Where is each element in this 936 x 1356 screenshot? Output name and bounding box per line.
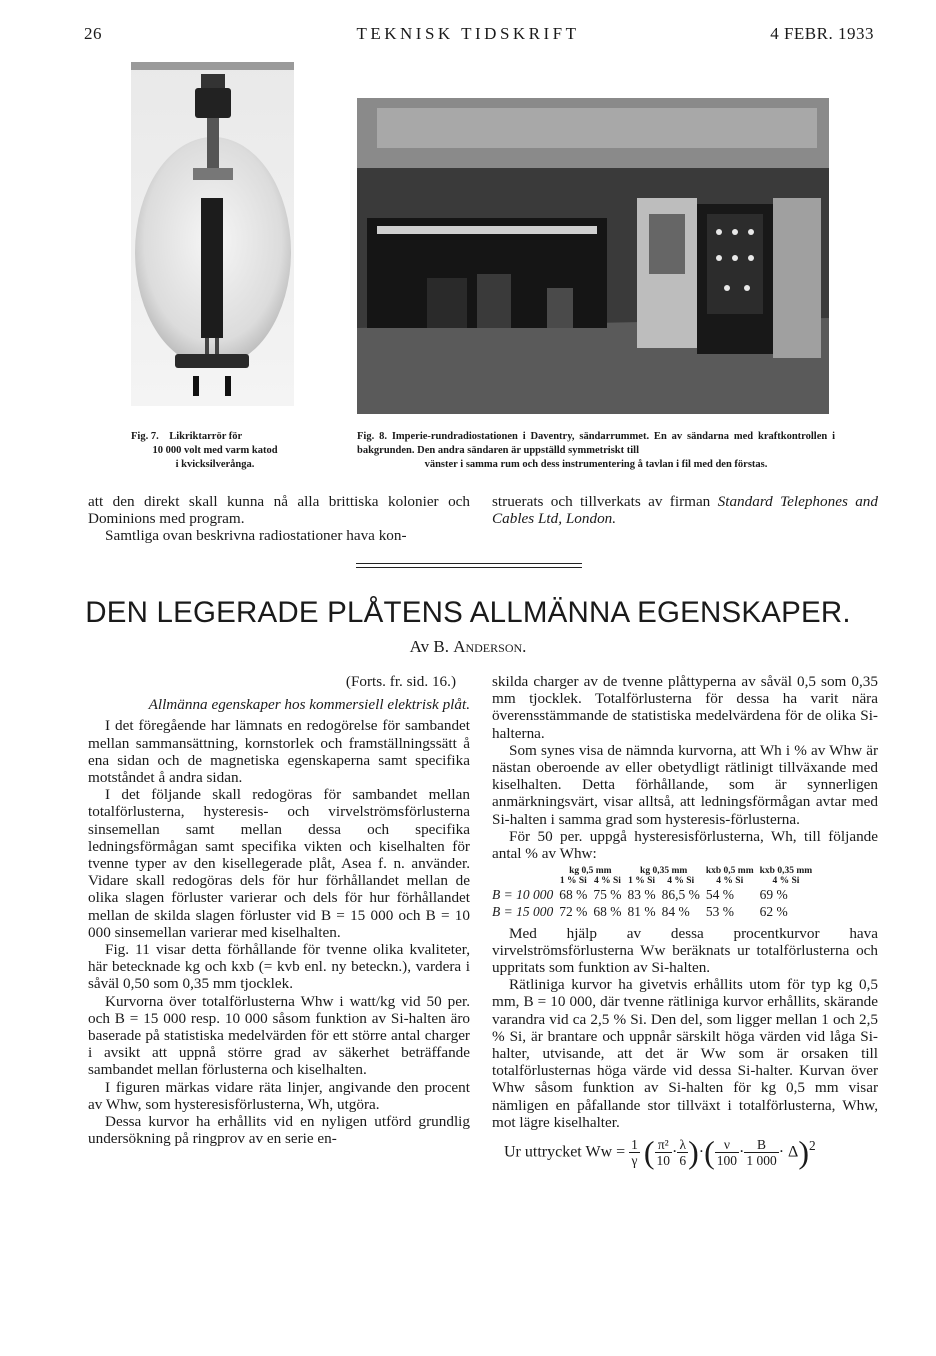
formula-fraction	[715, 1137, 739, 1168]
table-cell: 84 %	[661, 904, 690, 920]
table-cell: 68 %	[559, 887, 588, 903]
intro-right-text: struerats och tillverkats av firman	[492, 493, 718, 510]
article-title: DEN LEGERADE PLÅTENS ALLMÄNNA EGENSKAPER.	[85, 596, 851, 629]
table-row-label: B = 15 000	[492, 904, 554, 920]
author-prefix: Av B.	[409, 637, 454, 656]
table-cell: 68 %	[593, 904, 622, 920]
eddy-current-formula: Ur uttrycket Ww = $\frac{1}{\gamma}$ ( $\frac{\text{π²}}{10}$ · $\frac{\lambda}{6}$ )·( $\frac{\nu}{100}$ · $\frac{B}{1 000}$ · Δ)$^2$	[504, 1134, 816, 1171]
table-row	[492, 903, 818, 920]
paragraph: Som synes visa de nämnda kurvorna, att Wh i % av Whw är nästan oberoende av eller obetydligt rätlinigt tillväxande med kiselhalten. Detta förhållande, som är synnerligen anmärkningsvärt, visar alltså, att ledningsförmågan avtar med Si-halten i samma grad som hysteresis-förlusterna.	[492, 741, 878, 828]
paragraph: skilda charger av de tvenne plåttyperna av såväl 0,5 som 0,35 mm tjocklek. Totalförlusterna för dessa ha varit nära överensstämmande de statistiska medelvärdena för de olika Si-halterna.	[492, 673, 878, 742]
figure-8-label: Fig. 8.	[357, 431, 387, 442]
fraction-denominator: 6	[679, 1153, 687, 1169]
table-cell: 86,5 %	[661, 887, 700, 903]
figure-8-transmitter-room	[357, 98, 829, 414]
paragraph: Fig. 11 visar detta förhållande för tvenne olika kvaliteter, här betecknade kg och kxb (= kvb enl. ny beteckn.), vardera i såväl 0,50 som 0,35 mm tjocklek.	[88, 941, 470, 993]
company-name: Standard Telephones and Cables Ltd, London.	[492, 493, 878, 528]
section-divider-top	[356, 563, 582, 564]
table-header: kxb 0,5 mm	[705, 866, 754, 877]
figure-7-caption-line2: 10 000 volt med varm katod	[152, 445, 278, 456]
article-right-column	[492, 673, 878, 1171]
paragraph: I figuren märkas vidare räta linjer, angivande den procent av Whw, som hysteresisförlusterna, Wh, utgöra.	[88, 1078, 470, 1113]
paren-close: )	[688, 1134, 699, 1171]
formula-lead: Ur uttrycket Ww =	[504, 1143, 626, 1161]
transmitter-room-illustration	[357, 98, 829, 414]
continuation-note: (Forts. fr. sid. 16.)	[345, 673, 456, 690]
table-cell: 62 %	[759, 904, 788, 920]
figure-7-caption	[131, 430, 299, 472]
fraction-denominator: 1 000	[746, 1153, 777, 1169]
section-subheading: Allmänna egenskaper hos kommersiell elektrisk plåt.	[148, 696, 470, 714]
fraction-numerator: π²	[655, 1137, 673, 1153]
figure-7-label: Fig. 7.	[131, 431, 159, 442]
table-row	[492, 886, 818, 903]
paragraph: För 50 per. uppgå hysteresisförlusterna, Wh, till följande antal % av Whw:	[492, 827, 878, 863]
issue-date: 4 FEBR. 1933	[770, 24, 874, 43]
fraction-numerator: ν	[715, 1137, 739, 1153]
paragraph: Kurvorna över totalförlusterna Whw i watt/kg vid 50 per. och B = 15 000 resp. 10 000 såsom funktion av Si-halten äro baserade på statistiska medelvärden för ett större antal charger i avsikt att uppnå större grad av säkerhet beträffande sambandet mellan förlusterna och kiselhalten.	[88, 992, 470, 1079]
journal-title: TEKNISK TIDSKRIFT	[356, 24, 580, 43]
figure-8-caption	[357, 430, 835, 472]
table-sub-header-row	[492, 876, 818, 886]
paragraph: Med hjälp av dessa procentkurvor hava virvelströmsförlusterna Ww beräknats ur totalförlusterna och uppritats som funktion av Si-halten.	[492, 924, 878, 977]
figure-7-rectifier-tube	[131, 62, 294, 406]
intro-left-column	[88, 493, 470, 545]
table-group-header-row	[492, 866, 818, 876]
article-author	[0, 637, 936, 657]
formula-tail: · Δ	[778, 1143, 799, 1161]
fraction-numerator: λ	[677, 1137, 688, 1153]
table-header: kxb 0,35 mm	[759, 866, 813, 877]
formula-fraction	[655, 1137, 673, 1168]
table-cell: 69 %	[759, 887, 788, 903]
figure-8-caption-last-line: vänster i samma rum och dess instrumentering å tavlan i fil med den förstas.	[424, 459, 768, 470]
paragraph: I det följande skall redogöras för sambandet mellan totalförlusterna, hysteresis- och virvelströmsförlusterna sinsemellan samt mellan dessa och specifika ledningsförmågan samt specifika vikten och kiselhalten för tvenne typer av den kisellegerade plåt, Asea f. n. använder. Vidare skall redogöras dels för hur förhållandet mellan de olika slagen förluster varierar och dels för hur förhållandet mellan de skilda slagen förluster vid B = 15 000 och B = 10 000 sinsemellan varierar med kiselhalten.	[88, 786, 470, 941]
section-divider-bottom	[356, 567, 582, 568]
table-cell: 75 %	[593, 887, 622, 903]
fraction-denominator: 100	[716, 1153, 738, 1169]
paren-close: )	[798, 1134, 809, 1171]
intro-left-paragraph-1: att den direkt skall kunna nå alla brittiska kolonier och Dominions med program.	[88, 493, 470, 528]
table-cell: 81 %	[627, 904, 656, 920]
table-subheader: 1 % Si	[628, 876, 656, 887]
formula-fraction	[677, 1137, 688, 1168]
intro-right-paragraph	[492, 493, 878, 527]
table-cell: 83 %	[627, 887, 656, 903]
intro-right-column	[492, 493, 878, 527]
table-subheader: 4 % Si	[772, 876, 800, 887]
table-header: kg 0,35 mm	[640, 866, 688, 877]
table-subheader: 4 % Si	[593, 876, 621, 887]
fraction-denominator: γ	[631, 1153, 638, 1169]
fraction-denominator: 10	[656, 1153, 671, 1169]
table-header: kg 0,5 mm	[569, 866, 612, 877]
table-cell: 72 %	[559, 904, 588, 920]
paragraph: Dessa kurvor ha erhållits vid en nyligen utförd grundlig undersökning på ringprov av en serie en-	[88, 1113, 470, 1148]
figure-8-caption-text: Imperie-rundradiostationen i Daventry, sändarrummet. En av sändarna med kraftkontrollen i bakgrunden. Den andra sändaren är uppställd symmetriskt till	[357, 431, 836, 456]
figure-7-caption-line3: i kvicksilverånga.	[175, 459, 255, 470]
paragraph: Rätliniga kurvor ha givetvis erhållits utom för typ kg 0,5 mm, B = 10 000, där tvenne rätliniga kurvor erhållits, skärande varandra vid ca 2,5 % Si. Den del, som ligger mellan 1 och 2,5 % Si, är brantare och uppnår särskilt höga värden vid låga Si-halter, utvisande, att det är Ww som är orsaken till totalförlusternas höga värde vid dessa Si-halter. Kurvan över Whw såsom funktion av Si-halten för kg 0,5 mm visar nämligen en påfallande stor tillväxt i totalförlusterna, Whw, mot lägre kiselhalter.	[492, 976, 878, 1131]
formula-exponent: 2	[809, 1138, 816, 1154]
formula-fraction	[629, 1137, 640, 1168]
table-subheader: 4 % Si	[667, 876, 695, 887]
figure-7-caption-text: Likriktarrör för	[169, 431, 243, 442]
paren-open: (	[704, 1134, 715, 1171]
article-left-column	[88, 673, 470, 1147]
paragraph: I det föregående har lämnats en redogörelse för sambandet mellan sammansättning, kornstorlek och framställningssätt å ena sidan och de magnetiska egenskaperna samt specifika motståndet å andra sidan.	[88, 717, 470, 787]
formula-fraction	[744, 1137, 778, 1168]
paren-open: (	[643, 1134, 655, 1171]
table-row-label: B = 10 000	[492, 887, 554, 903]
fraction-numerator: B	[744, 1137, 778, 1153]
table-cell: 53 %	[705, 904, 734, 920]
rectifier-tube-illustration	[131, 62, 294, 406]
author-name: Anderson.	[453, 637, 527, 656]
hysteresis-percentage-table	[492, 866, 818, 920]
page-number: 26	[84, 24, 102, 43]
intro-left-paragraph-2: Samtliga ovan beskrivna radiostationer hava kon-	[105, 527, 407, 545]
table-subheader: 1 % Si	[559, 876, 587, 887]
table-subheader: 4 % Si	[716, 876, 744, 887]
table-cell: 54 %	[705, 887, 734, 903]
fraction-numerator: 1	[631, 1137, 638, 1153]
